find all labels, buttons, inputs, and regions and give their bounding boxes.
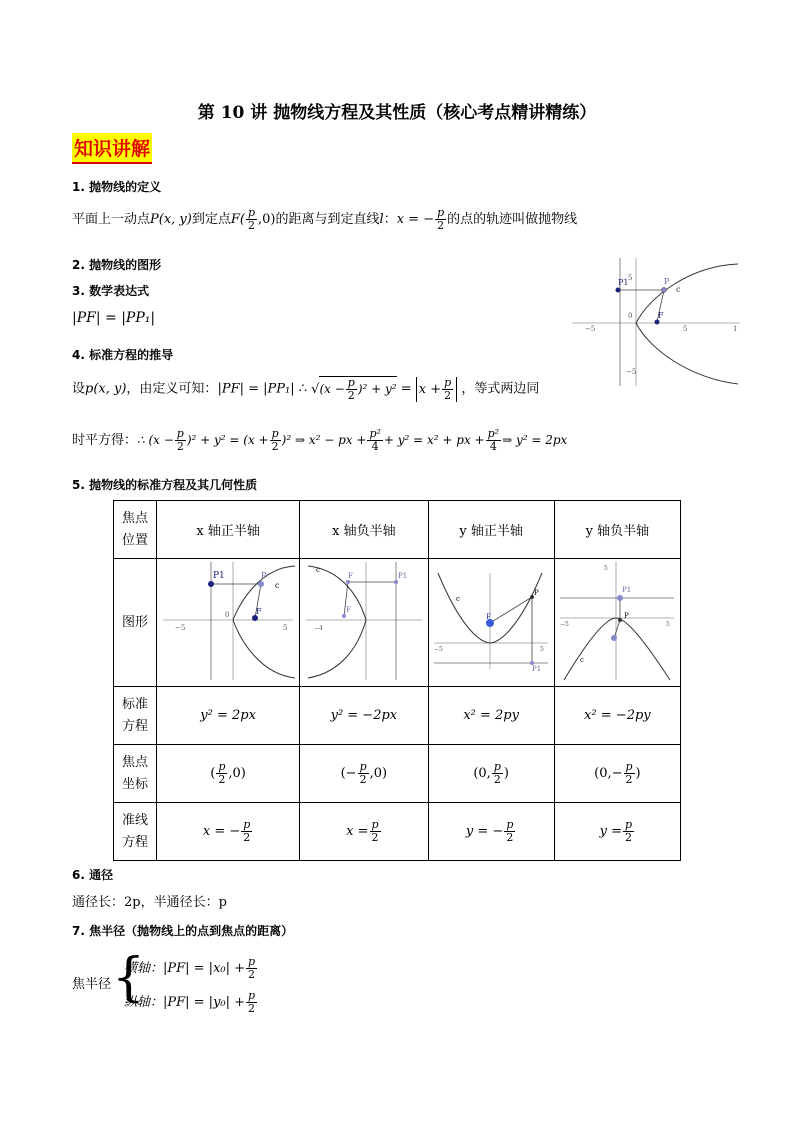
svg-text:c: c: [275, 580, 280, 590]
table-row-graphs: [114, 559, 681, 687]
col-header: x 轴负半轴: [300, 501, 428, 559]
svg-text:F: F: [256, 606, 262, 616]
tick-y5: 5: [628, 274, 633, 282]
section-6-heading: 6. 通径: [72, 868, 114, 882]
svg-text:P1: P1: [622, 585, 632, 594]
tick-p5: 5: [683, 325, 688, 333]
table-row-standard-equation: [114, 687, 681, 745]
directrix-cell: x = − $\frac{p}{2}$: [157, 803, 300, 861]
math-expression: |PF| = |PP₁|: [72, 310, 156, 326]
row-header-focus-position: 焦点 位置: [114, 501, 157, 559]
graph-x-negative: [304, 560, 424, 682]
svg-text:F: F: [486, 612, 491, 621]
page-title: 第 10 讲 抛物线方程及其性质（核心考点精讲精练）: [197, 103, 597, 123]
section-1-heading: 1. 抛物线的定义: [72, 180, 162, 194]
label-p: P: [664, 277, 670, 286]
equation-cell: y² = −2px: [300, 687, 428, 745]
graph-cell-y-negative: [554, 559, 680, 687]
focal-radius-label: 焦半径: [72, 977, 112, 992]
parabola-main-graph: [570, 256, 742, 390]
svg-text:5: 5: [540, 645, 544, 653]
definition-line: 平面上一动点P(x, y)到定点F( $\frac{p}{2}$ ,0)的距离与到定直线l：x = − $\frac{p}{2}$ 的点的轨迹叫做抛物线: [72, 206, 578, 232]
svg-text:5: 5: [666, 620, 671, 628]
graph-y-negative: [558, 560, 676, 682]
section-3-heading: 3. 数学表达式: [72, 284, 150, 298]
equation-cell: x² = 2py: [428, 687, 554, 745]
svg-text:0: 0: [225, 610, 230, 619]
svg-text:5: 5: [283, 623, 288, 632]
svg-text:P1: P1: [213, 570, 225, 581]
directrix-cell: y = − $\frac{p}{2}$: [428, 803, 554, 861]
svg-text:P: P: [534, 588, 539, 597]
label-c: c: [676, 285, 681, 294]
directrix-cell: y = $\frac{p}{2}$: [554, 803, 680, 861]
directrix-cell: x = $\frac{p}{2}$: [300, 803, 428, 861]
section-2-heading: 2. 抛物线的图形: [72, 258, 162, 272]
graph-x-positive: [161, 560, 295, 682]
row-header-directrix: 准线 方程: [114, 803, 157, 861]
svg-text:5: 5: [604, 564, 609, 572]
svg-text:P: P: [261, 570, 267, 580]
section-5-heading: 5. 抛物线的标准方程及其几何性质: [72, 478, 258, 492]
parabola-properties-table: [113, 500, 681, 861]
graph-cell-x-positive: [157, 559, 300, 687]
graph-cell-y-positive: [428, 559, 554, 687]
tick-p1: 1: [733, 325, 738, 333]
row-header-focus-coordinate: 焦点 坐标: [114, 745, 157, 803]
left-brace: {: [112, 948, 146, 1008]
svg-text:−5: −5: [434, 645, 443, 653]
equation-cell: x² = −2py: [554, 687, 680, 745]
graph-cell-x-negative: [300, 559, 428, 687]
svg-text:c: c: [456, 594, 461, 603]
svg-text:−5: −5: [560, 620, 570, 628]
tick-ym5: −5: [626, 368, 637, 376]
knowledge-badge: 知识讲解: [72, 133, 152, 164]
col-header: x 轴正半轴: [157, 501, 300, 559]
parabola-curve: [636, 264, 738, 384]
point-p: [662, 288, 667, 293]
label-f: F: [658, 311, 664, 320]
svg-text:F: F: [347, 571, 353, 580]
svg-text:−4: −4: [313, 624, 323, 632]
focus-cell: (0,− $\frac{p}{2}$ ): [554, 745, 680, 803]
focus-cell: ( $\frac{p}{2}$ ,0): [157, 745, 300, 803]
focal-radius-row-x: 横轴：|PF| = |x₀| + $\frac{p}{2}$: [124, 955, 256, 981]
col-header: y 轴正半轴: [428, 501, 554, 559]
svg-text:−5: −5: [175, 623, 186, 632]
equation-cell: y² = 2px: [157, 687, 300, 745]
svg-text:F: F: [345, 605, 351, 614]
svg-text:P: P: [624, 611, 630, 620]
latus-rectum-text: 通径长：2p，半通径长：p: [72, 895, 227, 910]
section-4-heading: 4. 标准方程的推导: [72, 348, 174, 362]
derivation-line-1: 设p(x, y)，由定义可知：|PF| = |PP₁| ∴ √(x − $\frac{p}{2}$ )² + y² = x + $\frac{p}{2}$ ，等式两边同: [72, 375, 540, 402]
derivation-line-2: 时平方得：∴ (x − $\frac{p}{2}$ )² + y² = (x + $\frac{p}{2}$ )² ⇒ x² − px + $\frac{\text{p²}}{4}$ + y² = x² + px + $\frac{\text{p²}}{4}$ ⇒ y² = 2px: [72, 427, 568, 453]
svg-text:c: c: [580, 655, 585, 664]
tick-m5: −5: [585, 325, 596, 333]
col-header: y 轴负半轴: [554, 501, 680, 559]
svg-text:P1: P1: [397, 571, 408, 580]
focus-cell: (− $\frac{p}{2}$ ,0): [300, 745, 428, 803]
table-row-focus-coordinate: [114, 745, 681, 803]
label-p1: P1: [618, 278, 629, 287]
svg-text:P1: P1: [532, 664, 542, 671]
table-row-focus-position: [114, 501, 681, 559]
table-row-directrix: [114, 803, 681, 861]
point-f: [655, 320, 660, 325]
svg-text:c: c: [315, 565, 320, 574]
focus-cell: (0, $\frac{p}{2}$ ): [428, 745, 554, 803]
graph-y-positive: [432, 571, 550, 671]
row-header-graph: 图形: [114, 559, 157, 687]
row-header-equation: 标准 方程: [114, 687, 157, 745]
section-7-heading: 7. 焦半径（抛物线上的点到焦点的距离）: [72, 924, 294, 938]
point-p1: [616, 288, 621, 293]
label-origin: 0: [628, 312, 633, 320]
focal-radius-row-y: 纵轴：|PF| = |y₀| + $\frac{p}{2}$: [124, 989, 256, 1015]
